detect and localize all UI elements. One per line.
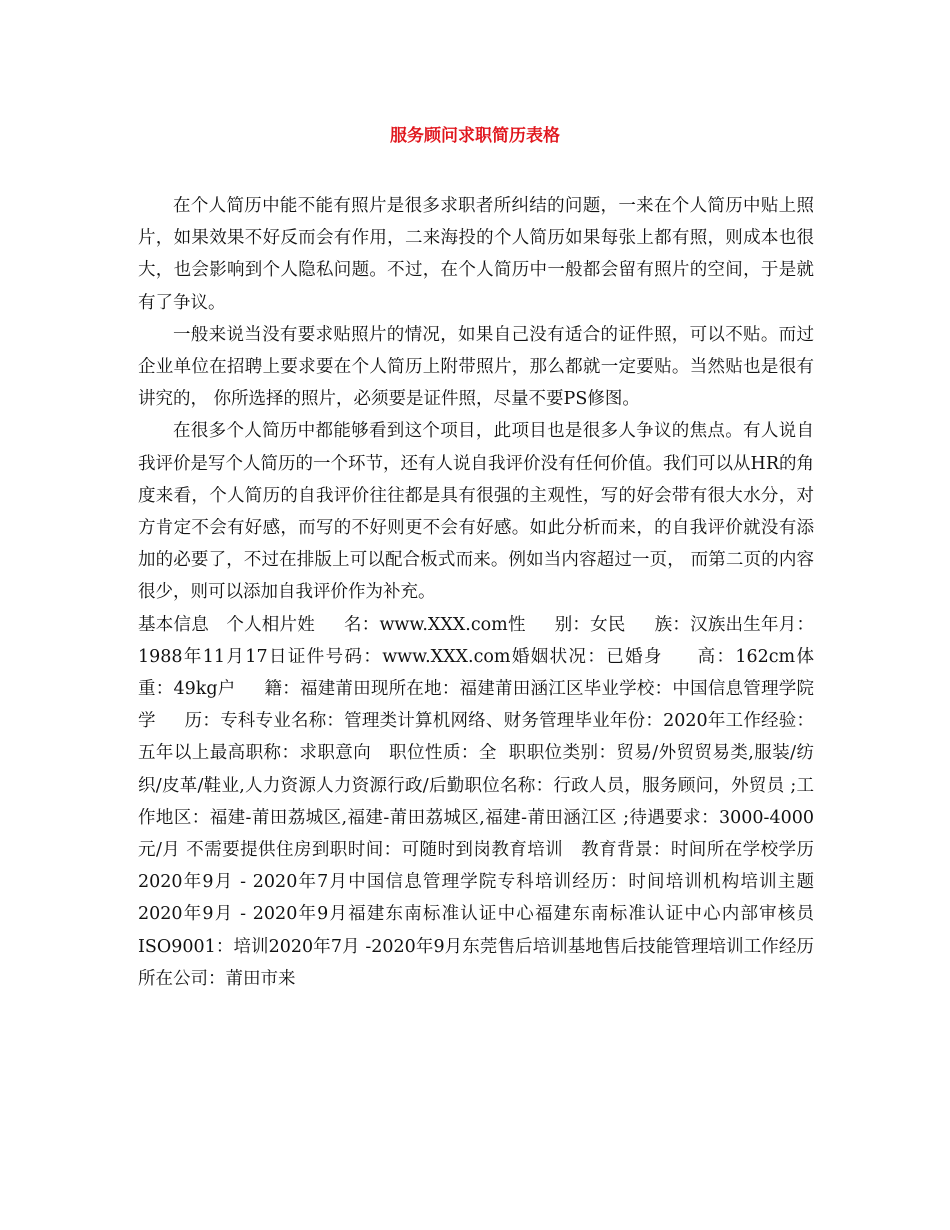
paragraph-self-evaluation: 在很多个人简历中都能够看到这个项目，此项目也是很多人争议的焦点。有人说自我评价是写个人简历的一个环节，还有人说自我评价没有任何价值。我们可以从HR的角度来看，个人简历的自我评价往往都是具有很强的主观性，写的好会带有很大水分，对方肯定不会有好感，而写的不好则更不会有好感。如此分析而来，的自我评价就没有添加的必要了，不过在排版上可以配合板式而来。例如当内容超过一页， 而第二页的内容很少，则可以添加自我评价作为补充。 [138,421,814,603]
document-title: 服务顾问求职简历表格 [390,126,560,146]
resume-info-block: 基本信息 个人相片姓 名：www.XXX.com性 别：女民 族：汉族出生年月：1988年11月17日证件号码：www.XXX.com婚姻状况：已婚身 高：162cm体 重：49kg户 籍：福建莆田现所在地：福建莆田涵江区毕业学校：中国信息管理学院学 历：专科专业名称：管理类计算机网络、财务管理毕业年份：2020年工作经验：五年以上最高职称：求职意向 职位性质：全 职职位类别：贸易/外贸贸易类,服装/纺织/皮革/鞋业,人力资源人力资源行政/后勤职位名称：行政人员，服务顾问，外贸员 ;工作地区：福建-莆田荔城区,福建-莆田荔城区,福建-莆田涵江区 ;待遇要求：3000-4000元/月 不需要提供住房到职时间：可随时到岗教育培训 教育背景：时间所在学校学历2020年9月 - 2020年7月中国信息管理学院专科培训经历：时间培训机构培训主题2020年9月 - 2020年9月福建东南标准认证中心福建东南标准认证中心内部审核员ISO9001：培训2020年7月 -2020年9月东莞售后培训基地售后技能管理培训工作经历 所在公司：莆田市来 [138,614,848,989]
document-body [138,190,848,995]
paragraph-photo: 在个人简历中能不能有照片是很多求职者所纠结的问题，一来在个人简历中贴上照片，如果效果不好反而会有作用，二来海投的个人简历如果每张上都有照，则成本也很大，也会影响到个人隐私问题。不过，在个人简历中一般都会留有照片的空间，于是就有了争议。 [138,196,814,313]
paragraph-photo-advice: 一般来说当没有要求贴照片的情况，如果自己没有适合的证件照，可以不贴。而过企业单位在招聘上要求要在个人简历上附带照片，那么都就一定要贴。当然贴也是很有讲究的， 你所选择的照片，必须要是证件照，尽量不要PS修图。 [138,324,814,410]
